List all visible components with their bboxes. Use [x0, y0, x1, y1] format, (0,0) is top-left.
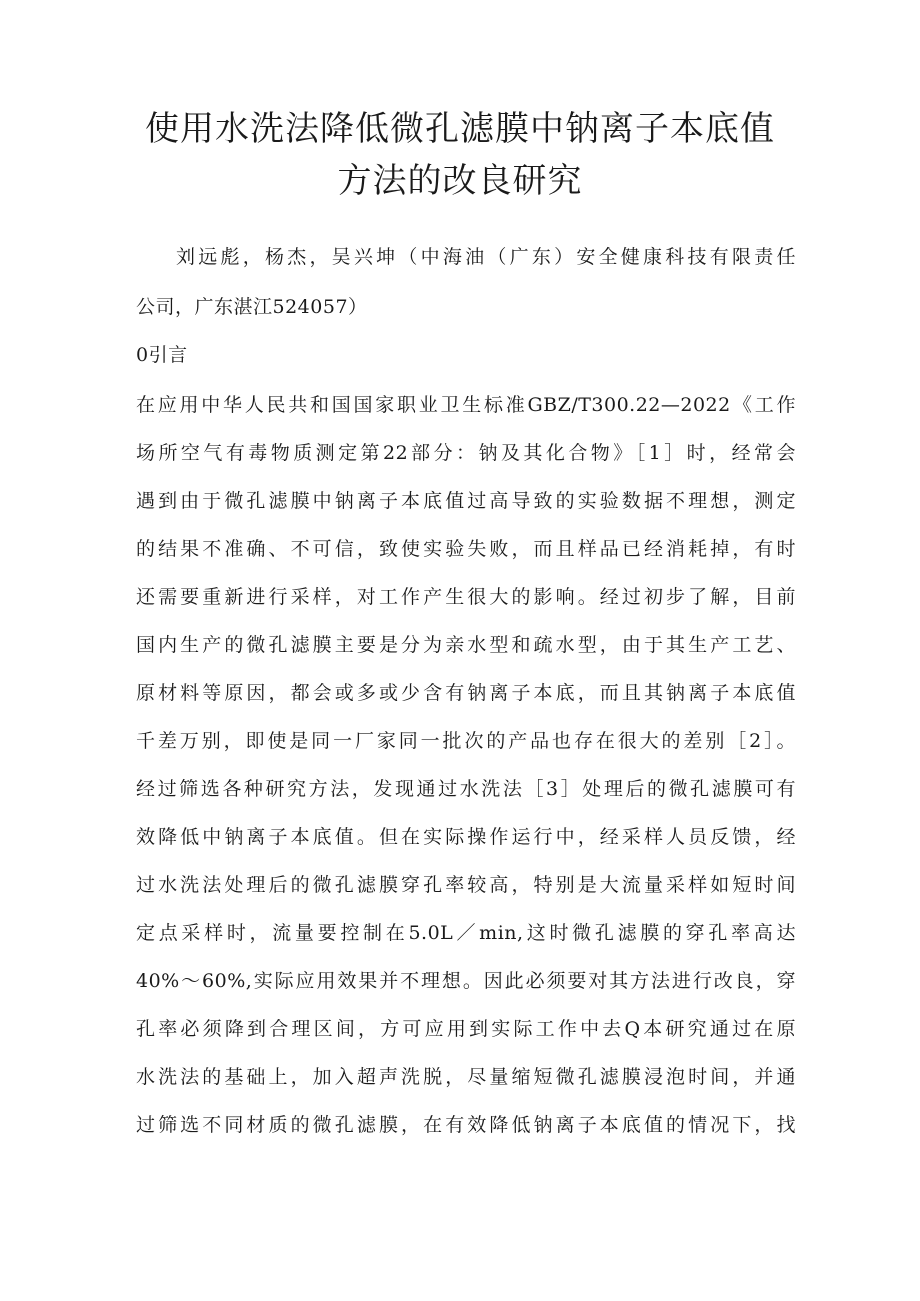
paper-title-line-2: 方法的改良研究 — [337, 161, 583, 201]
body-line: 水洗法的基础上，加入超声洗脱，尽量缩短微孔滤膜浸泡时间，并通 — [136, 1066, 796, 1088]
body-line: 过水洗法处理后的微孔滤膜穿孔率较高，特别是大流量采样如短时间 — [136, 874, 796, 896]
body-line: 效降低中钠离子本底值。但在实际操作运行中，经采样人员反馈，经 — [136, 826, 796, 848]
body-line: 国内生产的微孔滤膜主要是分为亲水型和疏水型，由于其生产工艺、 — [136, 634, 796, 656]
author-line-1: 刘远彪，杨杰，吴兴坤（中海油（广东）安全健康科技有限责任 — [176, 246, 796, 268]
body-line: 过筛选不同材质的微孔滤膜，在有效降低钠离子本底值的情况下，找 — [136, 1114, 796, 1136]
section-heading: 0引言 — [136, 344, 188, 366]
body-line: 孔率必须降到合理区间，方可应用到实际工作中去Q本研究通过在原 — [136, 1018, 796, 1040]
body-line: 还需要重新进行采样，对工作产生很大的影响。经过初步了解，目前 — [136, 586, 796, 608]
body-line: 千差万别，即使是同一厂家同一批次的产品也存在很大的差别［2］。 — [136, 730, 796, 752]
body-line: 的结果不准确、不可信，致使实验失败，而且样品已经消耗掉，有时 — [136, 538, 796, 560]
body-line: 遇到由于微孔滤膜中钠离子本底值过高导致的实验数据不理想，测定 — [136, 490, 796, 512]
body-line: 定点采样时，流量要控制在5.0L／min,这时微孔滤膜的穿孔率高达 — [136, 922, 796, 944]
body-line: 在应用中华人民共和国国家职业卫生标准GBZ/T300.22—2022《工作 — [136, 394, 796, 416]
author-line-2: 公司，广东湛江524057） — [136, 296, 368, 318]
body-line: 40%～60%,实际应用效果并不理想。因此必须要对其方法进行改良，穿 — [136, 970, 796, 992]
body-line: 经过筛选各种研究方法，发现通过水洗法［3］处理后的微孔滤膜可有 — [136, 778, 796, 800]
paper-title-line-1: 使用水洗法降低微孔滤膜中钠离子本底值 — [145, 109, 775, 149]
body-line: 场所空气有毒物质测定第22部分：钠及其化合物》［1］时，经常会 — [136, 442, 796, 464]
body-line: 原材料等原因，都会或多或少含有钠离子本底，而且其钠离子本底值 — [136, 682, 796, 704]
